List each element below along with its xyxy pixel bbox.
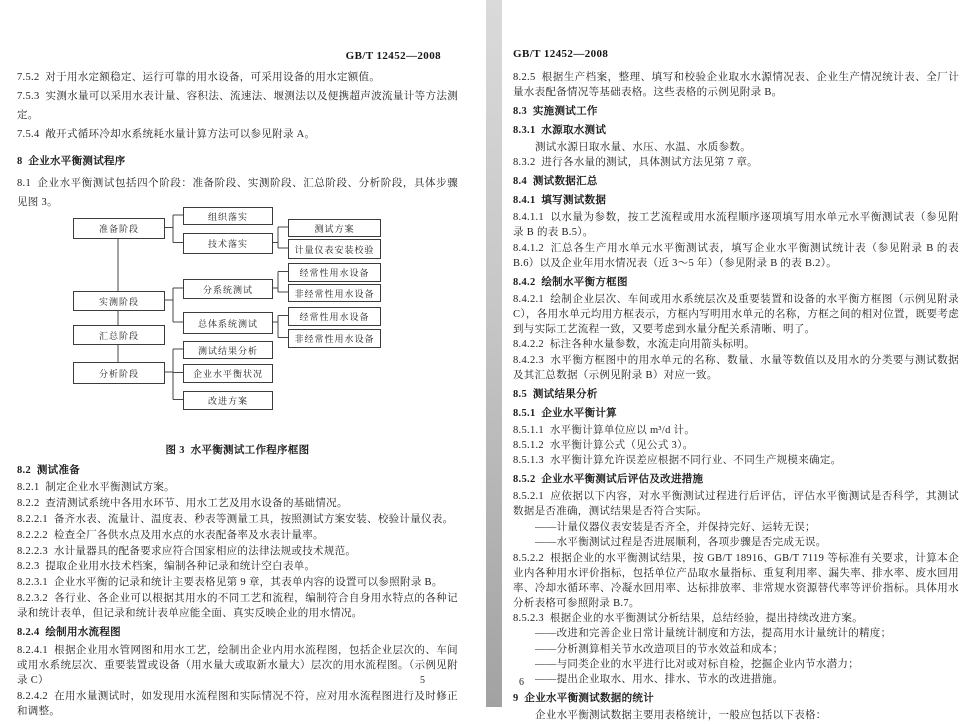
paragraph: 8.5.1.3 水平衡计算允许误差应根据不同行业、不同生产规模来确定。 [513, 455, 842, 467]
flowchart-box-overall-system-test: 总体系统测试 [183, 312, 273, 334]
paragraph: 8 企业水平衡测试程序 [17, 156, 126, 167]
paragraph: 8.2.2.1 备齐水表、流量计、温度表、秒表等测量工具，按照测试方案安装、校验计量仪表。 [17, 514, 454, 525]
figure-caption: 图 3 水平衡测试工作程序框图 [165, 445, 310, 456]
flowchart-box-summary-stage: 汇总阶段 [73, 325, 165, 345]
paragraph: 8.4.2.3 水平衡方框图中的用水单元的名称、数量、水量等数值以及用水的分类要与测试数据及其汇总数据（示例见附录 B）对应一致。 [513, 354, 959, 381]
paragraph: ——水平衡测试过程是否进展顺利，各项步骤是否完成无误。 [535, 537, 827, 549]
paragraph: 企业水平衡测试数据主要用表格统计，一般应包括以下表格： [535, 710, 827, 722]
paragraph: 8.5.2.1 应依据以下内容，对水平衡测试过程进行后评估，评估水平衡测试是否科学，其测试数据是否准确，测试结果是否符合实际。 [513, 491, 959, 518]
flowchart-box-nonregular-equipment-1: 非经常性用水设备 [288, 284, 381, 302]
paragraph: 8.2.3.1 企业水平衡的记录和统计主要表格见第 9 章，其表单内容的设置可以参照附录 B。 [17, 577, 443, 589]
paragraph: 8.4.1.1 以水量为参数，按工艺流程或用水流程顺序逐项填写用水单元水平衡测试表（参见附录 B 的表 B.5）。 [513, 212, 959, 239]
paragraph: 8.5.1.2 水平衡计算公式（见公式 3）。 [513, 439, 694, 451]
flowchart-box-balance-status: 企业水平衡状况 [183, 364, 273, 383]
paragraph: 8.4.2.1 绘制企业层次、车间或用水系统层次及重要装置和设备的水平衡方框图（示例见附录 C），各用水单元均用方框表示，方框内写明用水单元的名称，方框之间的相对位置，既要考虑到与实际工艺流程一致，又要考虑到水量分配关系清晰、明了。 [513, 293, 962, 335]
flowchart-box-prepare-stage: 准备阶段 [73, 218, 165, 239]
paragraph: 8.4.1.2 汇总各生产用水单元水平衡测试表，填写企业水平衡测试统计表（参见附录 B 的表 B.6）以及企业年用水情况表（近 3～5 年）（参见附录 B 的表 B.2）。 [513, 242, 962, 269]
flowchart-box-analysis-stage: 分析阶段 [73, 362, 165, 384]
running-header-right: GB/T 12452—2008 [513, 48, 609, 60]
paragraph: 8.2.2.2 检查全厂各供水点及用水点的水表配备率及水表计量率。 [17, 529, 324, 541]
paragraph: 8.5.1.1 水平衡计算单位应以 m³/d 计。 [513, 424, 696, 436]
paragraph: 8.2.2 查清测试系统中各用水环节、用水工艺及用水设备的基础情况。 [17, 498, 348, 510]
paragraph: 8.5.2.3 根据企业的水平衡测试分析结果，总结经验，提出持续改进方案。 [513, 612, 864, 624]
flowchart-box-regular-equipment-1: 经常性用水设备 [288, 263, 381, 282]
paragraph: ——计量仪器仪表安装是否齐全，并保持完好、运转无误； [535, 521, 816, 533]
running-header-left: GB/T 12452—2008 [345, 50, 441, 62]
paragraph: 8.2.2.3 水计量器具的配备要求应符合国家相应的法律法规或技术规范。 [17, 545, 357, 557]
flowchart-box-nonregular-equipment-2: 非经常性用水设备 [288, 329, 381, 348]
paragraph: 8.5.2 企业水平衡测试后评估及改进措施 [513, 474, 704, 486]
flowchart-box-test-plan: 测试方案 [288, 219, 381, 237]
flowchart-box-subsystem-test: 分系统测试 [183, 279, 273, 299]
paragraph: 8.5 测试结果分析 [513, 388, 598, 400]
paragraph: 8.5.1 企业水平衡计算 [513, 407, 617, 419]
left-bottom-text-block [17, 443, 458, 720]
right-text-block [513, 70, 962, 724]
paragraph: 8.2.4 绘制用水流程图 [17, 627, 121, 639]
paragraph: ——与同类企业的水平进行比对或对标自检，挖掘企业内节水潜力； [535, 659, 859, 671]
flowchart-box-improvement-plan: 改进方案 [183, 391, 273, 410]
flowchart-box-measure-stage: 实测阶段 [73, 291, 165, 311]
paragraph: 测试水源日取水量、水压、水温、水质参数。 [535, 142, 751, 153]
paragraph: 8.1 企业水平衡测试包括四个阶段：准备阶段、实测阶段、汇总阶段、分析阶段，具体步骤见图 3。 [17, 178, 458, 208]
paragraph: 8.4.2 绘制水平衡方框图 [513, 276, 628, 288]
page-number-right: 6 [519, 677, 524, 688]
paragraph: 8.2.3 提取企业用水技术档案，编制各种记录和统计空白表单。 [17, 561, 316, 573]
paragraph: 8.2 测试准备 [17, 465, 81, 477]
paragraph: 8.4 测试数据汇总 [513, 176, 598, 188]
flowchart-box-technical: 技术落实 [183, 233, 273, 254]
paragraph: 8.3.2 进行各水量的测试，具体测试方法见第 7 章。 [513, 157, 758, 169]
page-left [0, 0, 484, 717]
paragraph: 9 企业水平衡测试数据的统计 [513, 693, 654, 705]
paragraph: ——提出企业取水、用水、排水、节水的改进措施。 [535, 674, 784, 686]
paragraph: 8.3.1 水源取水测试 [513, 125, 607, 136]
paragraph: 8.2.4.2 在用水量测试时，如发现用水流程图和实际情况不符，应对用水流程图进行及时修正和调整。 [17, 690, 458, 717]
paragraph: 7.5.2 对于用水定额稳定、运行可靠的用水设备，可采用设备的用水定额值。 [17, 72, 381, 83]
flowchart-box-result-analysis: 测试结果分析 [183, 341, 273, 359]
page-right [504, 0, 977, 722]
page-number-left: 5 [420, 675, 425, 686]
left-top-text-block [17, 68, 458, 212]
flowchart-box-meter-install-check: 计量仪表安装校验 [288, 239, 381, 259]
paragraph: 8.3 实施测试工作 [513, 106, 598, 117]
page-gutter-shadow [486, 0, 502, 707]
paragraph: 8.2.3.2 各行业、各企业可以根据其用水的不同工艺和流程，编制符合自身用水特点的各种记录和统计表单，但记录和统计表单应能全面、真实反映企业的用水情况。 [17, 592, 458, 620]
paragraph: 8.2.5 根据生产档案，整理、填写和校验企业取水水源情况表、企业生产情况统计表、全厂计量水表配备情况等基础表格。这些表格的示例见附录 B。 [513, 72, 959, 98]
paragraph: ——改进和完善企业日常计量统计制度和方法，提高用水计量统计的精度； [535, 628, 892, 640]
paragraph: 8.4.2.2 标注各种水量参数，水流走向用箭头标明。 [513, 339, 756, 351]
figure-flowchart [70, 204, 382, 412]
flowchart-box-organization: 组织落实 [183, 207, 273, 225]
paragraph: 8.2.1 制定企业水平衡测试方案。 [17, 482, 175, 494]
paragraph: ——分析测算相关节水改造项目的节水效益和成本； [535, 643, 784, 655]
paragraph: 7.5.4 敞开式循环冷却水系统耗水量计算方法可以参见附录 A。 [17, 129, 316, 140]
paragraph: 8.4.1 填写测试数据 [513, 195, 607, 207]
flowchart-box-regular-equipment-2: 经常性用水设备 [288, 307, 381, 326]
paragraph: 8.2.4.1 根据企业用水管网图和用水工艺，绘制出企业内用水流程图，包括企业层次的、车间或用水系统层次、重要装置或设备（用水量大或取新水量大）层次的用水流程图。（示例见附录 C） [17, 644, 458, 686]
paragraph: 8.5.2.2 根据企业的水平衡测试结果，按 GB/T 18916、GB/T 7119 等标准有关要求，计算本企业内各种用水评价指标，包括单位产品取水量指标、重复利用率、漏失率、排水率、废水回用率、冷却水循环率、冷凝水回用率、达标排放率、非常规水资源替代率等评价指标。具体用水分析表格可参照附录 B.7。 [513, 552, 959, 609]
paragraph: 7.5.3 实测水量可以采用水表计量、容积法、流速法、堰测法以及便携超声波流量计等方法测定。 [17, 91, 458, 121]
